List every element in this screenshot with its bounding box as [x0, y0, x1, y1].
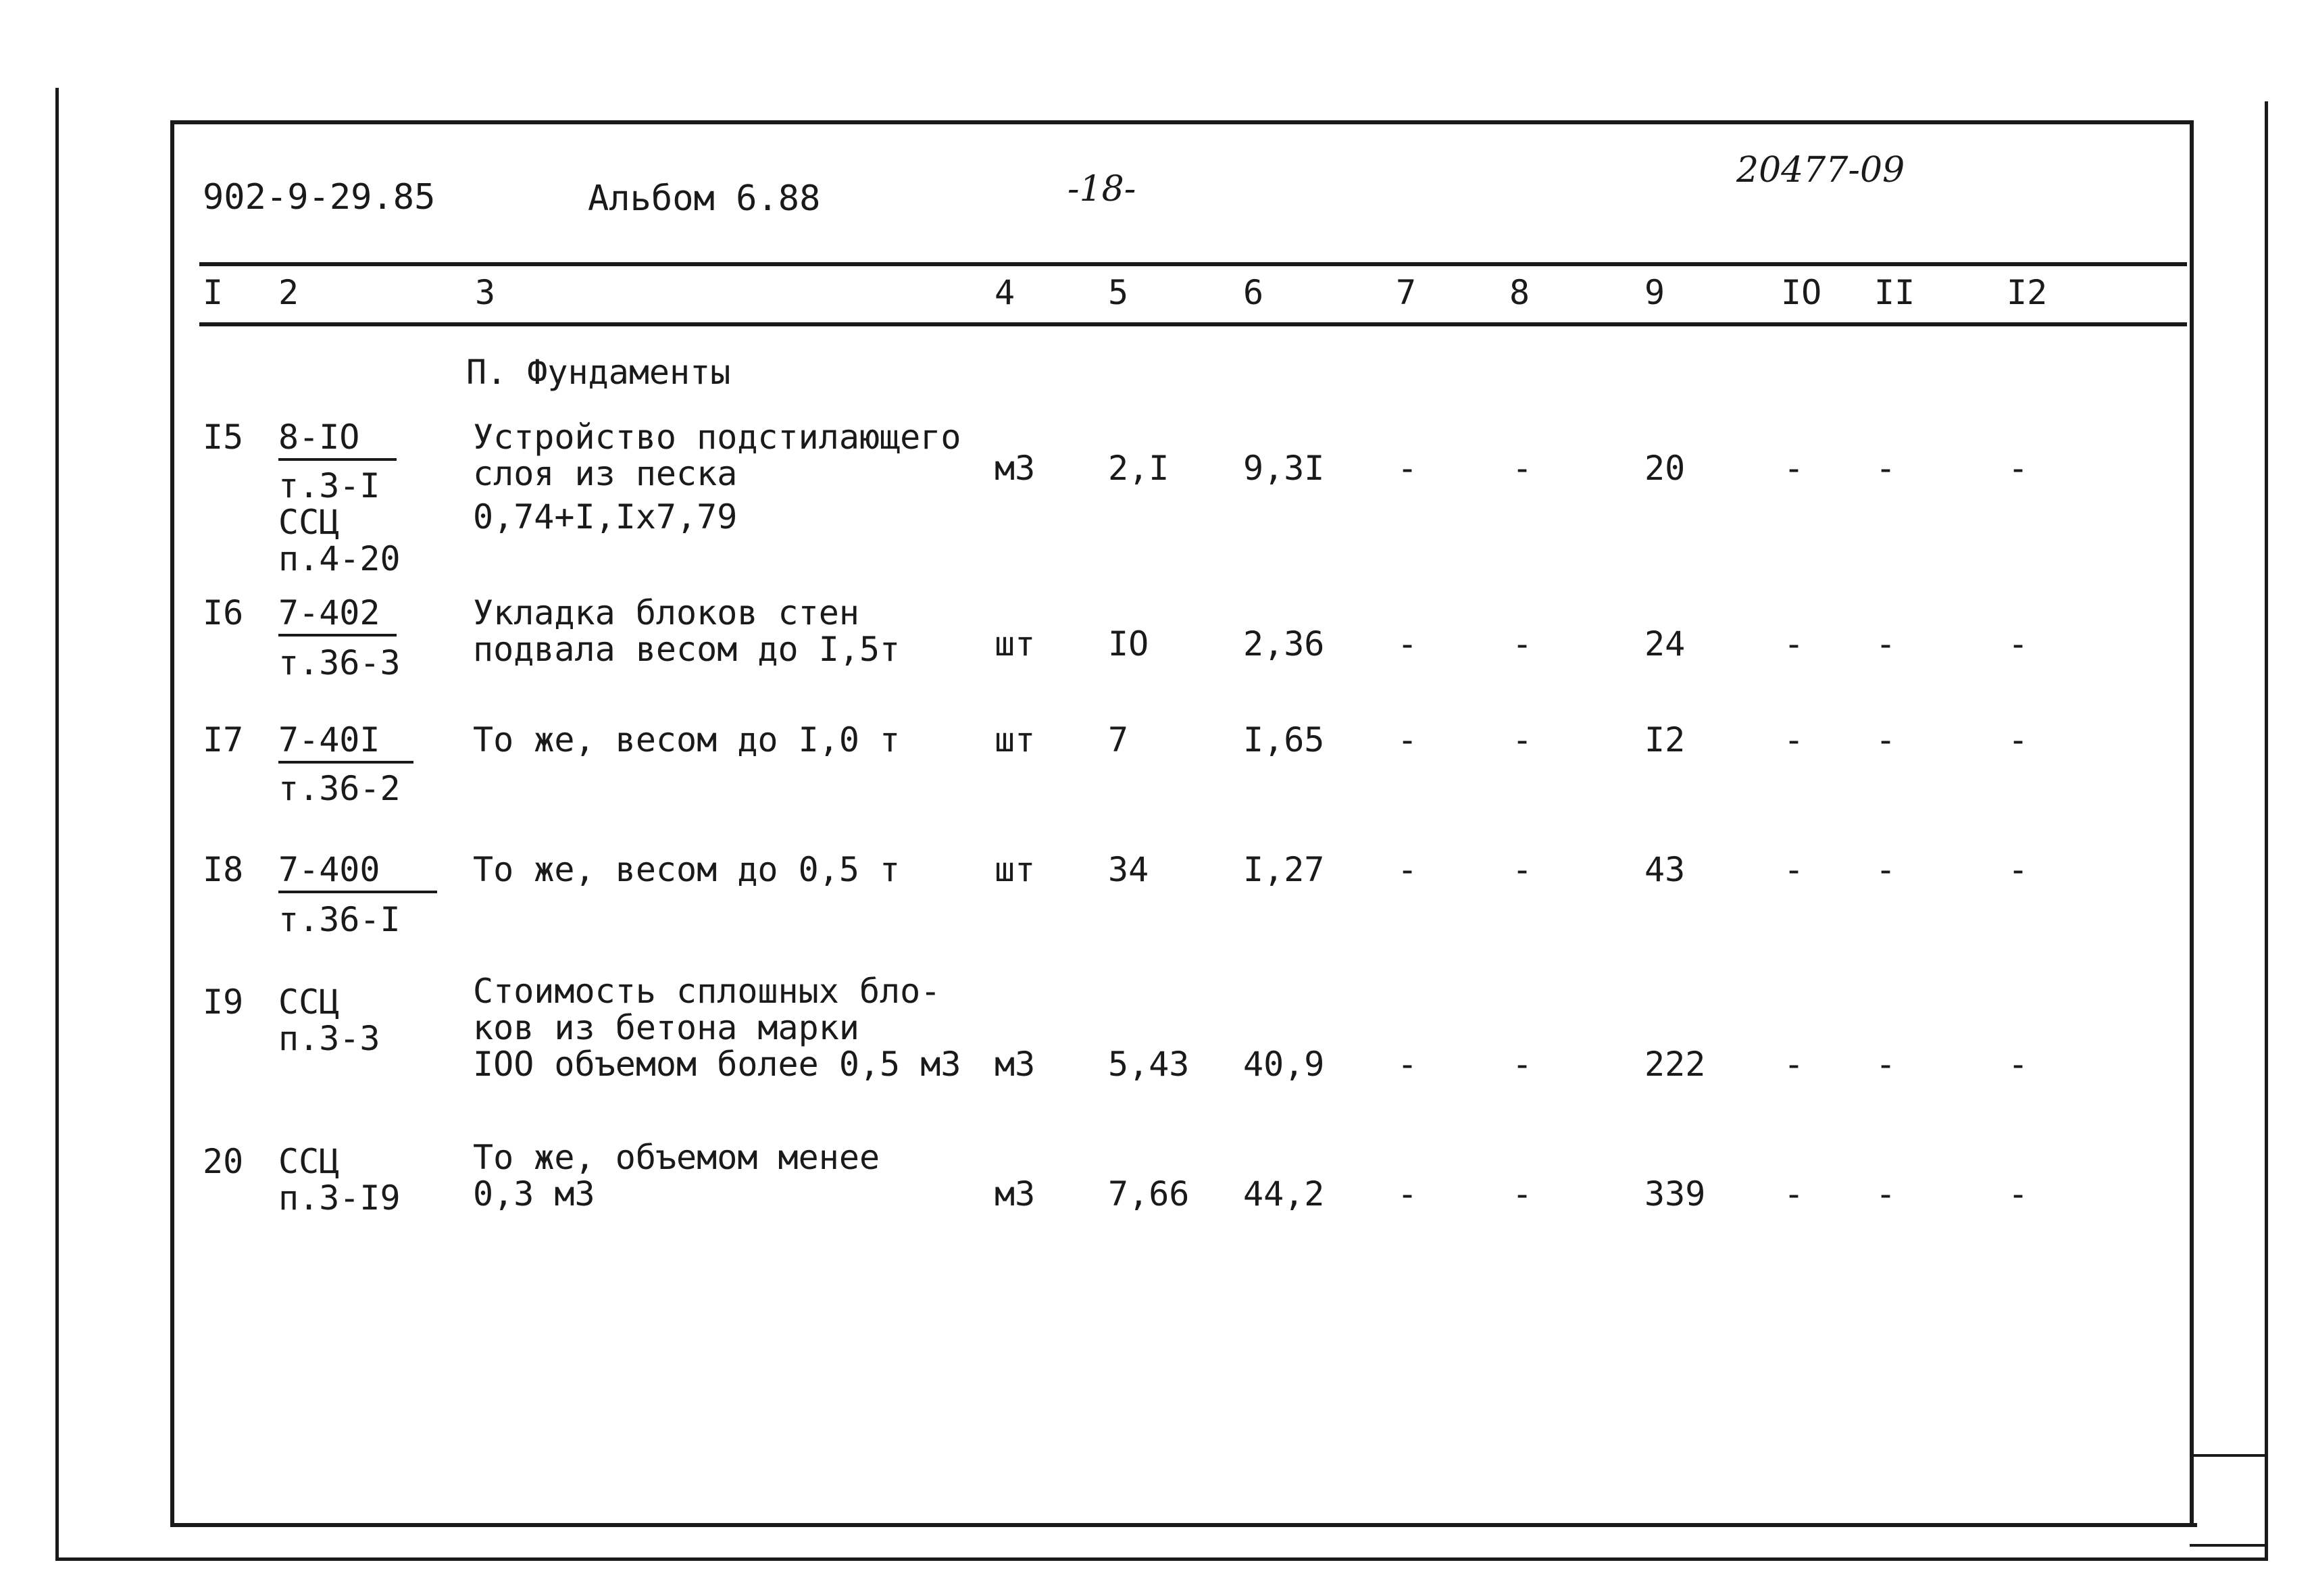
row-qty: 7,66	[1108, 1174, 1190, 1214]
row-col9: 20	[1644, 449, 1686, 488]
row-col9: 43	[1644, 850, 1686, 889]
row-col11: -	[1876, 1045, 1896, 1084]
col-header-1: I	[203, 273, 224, 312]
row-col12: -	[2008, 449, 2029, 488]
row-price: 40,9	[1243, 1045, 1325, 1084]
row-col9: 24	[1644, 624, 1686, 664]
row-number: I5	[203, 418, 244, 457]
frame-left	[170, 120, 174, 1527]
row-ref-main	[278, 419, 397, 461]
row-col12: -	[2008, 1174, 2029, 1214]
row-description: Устройство подстилающего слоя из песка	[473, 418, 961, 493]
row-qty: 7	[1108, 720, 1129, 759]
row-col8: -	[1512, 850, 1533, 889]
row-unit: м3	[995, 1045, 1036, 1084]
col-header-4: 4	[995, 273, 1015, 312]
row-ref-lines: ССЦ п.3-3	[278, 982, 380, 1058]
header-rule-bottom	[199, 322, 2187, 326]
row-col11: -	[1876, 1174, 1896, 1214]
row-price: I,27	[1243, 850, 1325, 889]
row-col8: -	[1512, 1174, 1533, 1214]
inventory-number: 20477-09	[1736, 150, 1905, 191]
right-margin-line	[2265, 101, 2268, 1561]
row-col9: I2	[1644, 720, 1686, 759]
row-col7: -	[1397, 449, 1418, 488]
col-header-11: II	[1874, 273, 1915, 312]
col-header-12: I2	[2007, 273, 2048, 312]
col-header-8: 8	[1509, 273, 1530, 312]
row-col8: -	[1512, 1045, 1533, 1084]
row-number: I6	[203, 593, 244, 632]
row-qty: 5,43	[1108, 1045, 1190, 1084]
section-title: П. Фундаменты	[466, 353, 731, 392]
row-col12: -	[2008, 850, 2029, 889]
row-col12: -	[2008, 1045, 2029, 1084]
col-header-7: 7	[1396, 273, 1417, 312]
row-col10: -	[1784, 1174, 1805, 1214]
row-qty: 2,I	[1108, 449, 1169, 488]
frame-bottom	[170, 1523, 2197, 1527]
row-col12: -	[2008, 720, 2029, 759]
left-margin-line	[55, 88, 59, 1561]
row-qty: 34	[1108, 850, 1149, 889]
row-price: 44,2	[1243, 1174, 1325, 1214]
ref-main-underlined: 8-IO	[278, 419, 397, 461]
row-col8: -	[1512, 449, 1533, 488]
row-unit: м3	[995, 449, 1036, 488]
row-ref-lines: т.36-3	[278, 643, 401, 682]
row-col10: -	[1784, 1045, 1805, 1084]
row-number: 20	[203, 1142, 244, 1181]
col-header-10: IO	[1781, 273, 1822, 312]
doc-code: 902-9-29.85	[203, 177, 436, 218]
frame-top	[170, 120, 2194, 124]
col-header-9: 9	[1644, 273, 1665, 312]
row-col10: -	[1784, 449, 1805, 488]
row-ref-main	[278, 722, 413, 764]
row-col11: -	[1876, 624, 1896, 664]
row-col12: -	[2008, 624, 2029, 664]
col-header-2: 2	[278, 273, 299, 312]
row-col7: -	[1397, 1045, 1418, 1084]
row-col10: -	[1784, 624, 1805, 664]
row-col10: -	[1784, 850, 1805, 889]
ref-main-underlined: 7-402	[278, 595, 397, 637]
row-number: I8	[203, 850, 244, 889]
row-unit: шт	[995, 850, 1036, 889]
row-price: 2,36	[1243, 624, 1325, 664]
row-ref-main	[278, 851, 437, 893]
row-description: То же, весом до I,0 т	[473, 720, 901, 759]
row-ref-lines: т.3-I ССЦ п.4-20	[278, 466, 401, 578]
row-unit: шт	[995, 624, 1036, 664]
row-unit: м3	[995, 1174, 1036, 1214]
row-ref-lines: ССЦ п.3-I9	[278, 1142, 401, 1218]
row-col11: -	[1876, 850, 1896, 889]
row-description: То же, объемом менее 0,3 м3	[473, 1138, 880, 1214]
row-ref-lines: т.36-2	[278, 769, 401, 808]
album-label: Альбом 6.88	[588, 178, 821, 219]
header-rule-top	[199, 262, 2187, 266]
row-qty: IO	[1108, 624, 1149, 664]
row-col7: -	[1397, 1174, 1418, 1214]
stamp-box-bottom	[2190, 1544, 2265, 1547]
row-unit: шт	[995, 720, 1036, 759]
ref-main-underlined: 7-40I	[278, 722, 413, 764]
row-description: То же, весом до 0,5 т	[473, 850, 901, 889]
row-ref-main	[278, 595, 397, 637]
row-col7: -	[1397, 850, 1418, 889]
row-col11: -	[1876, 449, 1896, 488]
col-header-3: 3	[475, 273, 496, 312]
row-col8: -	[1512, 720, 1533, 759]
row-col11: -	[1876, 720, 1896, 759]
row-number: I9	[203, 982, 244, 1022]
row-price: I,65	[1243, 720, 1325, 759]
ref-main-underlined: 7-400	[278, 851, 437, 893]
col-header-5: 5	[1108, 273, 1129, 312]
page-number: -18-	[1067, 169, 1136, 209]
row-ref-lines: т.36-I	[278, 900, 401, 939]
row-col9: 339	[1644, 1174, 1706, 1214]
row-description: Стоимость сплошных бло- ков из бетона марки IOO объемом более 0,5 м3	[473, 972, 961, 1084]
bottom-margin-line	[55, 1557, 2265, 1561]
row-description-extra: 0,74+I,Ix7,79	[473, 497, 738, 537]
row-col8: -	[1512, 624, 1533, 664]
row-col7: -	[1397, 624, 1418, 664]
stamp-box-top	[2190, 1454, 2265, 1457]
row-description: Укладка блоков стен подвала весом до I,5т	[473, 593, 901, 669]
col-header-6: 6	[1243, 273, 1264, 312]
row-col10: -	[1784, 720, 1805, 759]
row-price: 9,3I	[1243, 449, 1325, 488]
row-col7: -	[1397, 720, 1418, 759]
row-number: I7	[203, 720, 244, 759]
row-col9: 222	[1644, 1045, 1706, 1084]
frame-right	[2190, 120, 2194, 1527]
